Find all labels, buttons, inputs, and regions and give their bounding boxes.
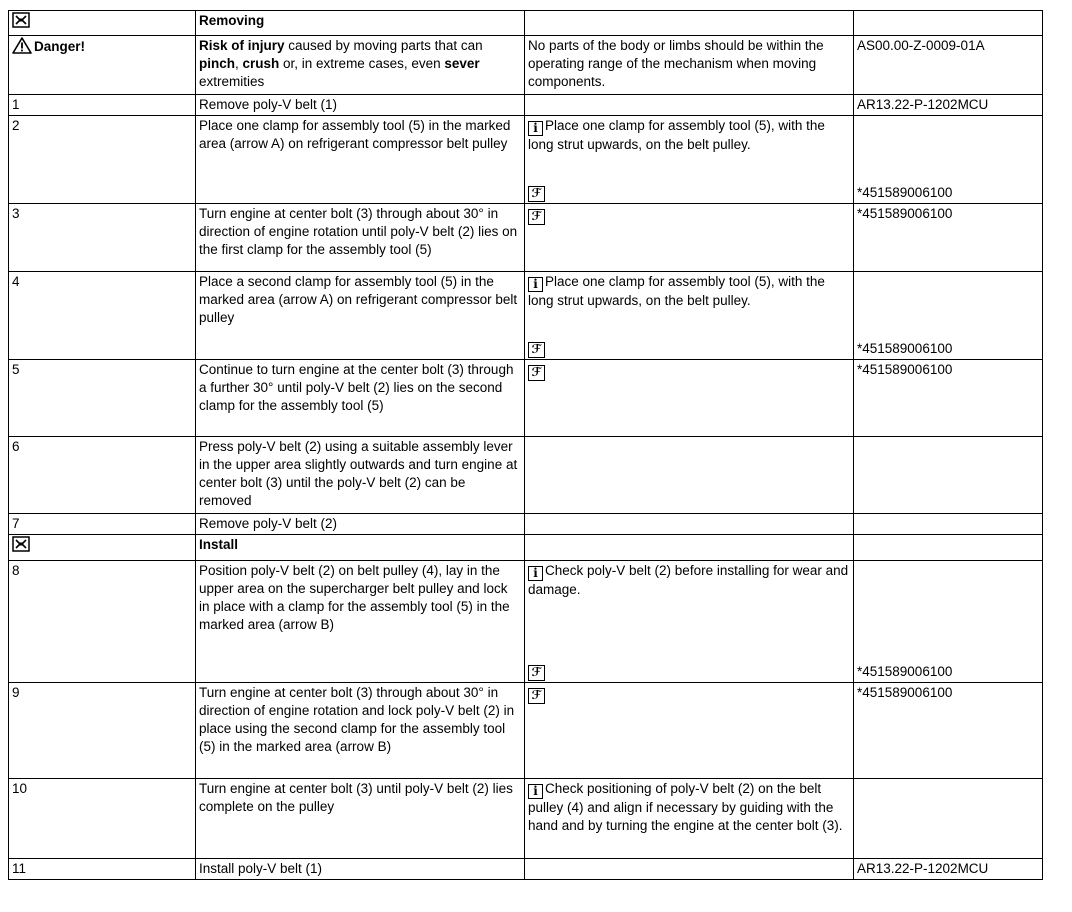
special-tool-icon: ℱ xyxy=(528,688,545,704)
table-row xyxy=(9,683,1043,779)
table-row xyxy=(9,95,1043,116)
step-text: Place a second clamp for assembly tool (5) in the marked area (arrow A) on refrigerant compressor belt pulley xyxy=(196,272,525,360)
step-text: Place one clamp for assembly tool (5) in the marked area (arrow A) on refrigerant compressor belt pulley xyxy=(196,116,525,204)
step-text: Press poly-V belt (2) using a suitable assembly lever in the upper area slightly outwards and turn engine at center bolt (3) until the poly-V belt (2) can be removed xyxy=(196,437,525,514)
step-text: Install poly-V belt (1) xyxy=(196,859,525,880)
step-note: Place one clamp for assembly tool (5), with the long strut upwards, on the belt pulley. xyxy=(528,274,825,308)
step-number: 4 xyxy=(9,272,196,360)
procedure-table xyxy=(8,10,1043,880)
step-ref: AR13.22-P-1202MCU xyxy=(854,95,1043,116)
table-row xyxy=(9,437,1043,514)
step-number: 3 xyxy=(9,204,196,272)
warning-triangle-icon xyxy=(12,37,32,54)
info-icon: i xyxy=(528,784,543,799)
info-icon: i xyxy=(528,277,543,292)
step-text: Turn engine at center bolt (3) through about 30° in direction of engine rotation and lock poly-V belt (2) in place using the second clamp for the assembly tool (5) in the marked area (arrow B) xyxy=(196,683,525,779)
special-tool-icon: ℱ xyxy=(528,365,545,381)
step-note: Check positioning of poly-V belt (2) on the belt pulley (4) and align if necessary by guiding with the hand and by turning the engine at the center bolt (3). xyxy=(528,781,843,833)
tool-number: *451589006100 xyxy=(857,185,953,200)
step-text: Turn engine at center bolt (3) through about 30° in direction of engine rotation until poly-V belt (2) lies on the first clamp for the assembly tool (5) xyxy=(196,204,525,272)
step-text: Continue to turn engine at the center bolt (3) through a further 30° until poly-V belt (2) lies on the second clamp for the assembly tool (5) xyxy=(196,360,525,437)
special-tool-icon: ℱ xyxy=(528,665,545,681)
table-row xyxy=(9,859,1043,880)
step-number: 10 xyxy=(9,779,196,859)
table-row xyxy=(9,561,1043,683)
step-text: Position poly-V belt (2) on belt pulley (4), lay in the upper area on the supercharger belt pulley and lock in place with a clamp for the assembly tool (5) in the marked area (arrow B) xyxy=(196,561,525,683)
tool-number: *451589006100 xyxy=(854,360,1043,437)
info-icon: i xyxy=(528,121,543,136)
table-row xyxy=(9,272,1043,360)
tool-number: *451589006100 xyxy=(857,341,953,356)
step-number: 6 xyxy=(9,437,196,514)
tool-number: *451589006100 xyxy=(857,664,953,679)
step-text: Turn engine at center bolt (3) until poly-V belt (2) lies complete on the pulley xyxy=(196,779,525,859)
step-number: 1 xyxy=(9,95,196,116)
tool-number: *451589006100 xyxy=(854,204,1043,272)
step-number: 7 xyxy=(9,514,196,535)
danger-risk: Risk of injury caused by moving parts that can pinch, crush or, in extreme cases, even sever extremities xyxy=(196,36,525,95)
table-row xyxy=(9,514,1043,535)
special-tool-icon: ℱ xyxy=(528,186,545,202)
step-number: 5 xyxy=(9,360,196,437)
step-text: Remove poly-V belt (1) xyxy=(196,95,525,116)
section-title-removing: Removing xyxy=(196,11,525,36)
step-note: Place one clamp for assembly tool (5), with the long strut upwards, on the belt pulley. xyxy=(528,118,825,152)
step-number: 2 xyxy=(9,116,196,204)
step-ref: AR13.22-P-1202MCU xyxy=(854,859,1043,880)
table-row xyxy=(9,116,1043,204)
danger-row xyxy=(9,36,1043,95)
section-row-removing xyxy=(9,11,1043,36)
danger-measure: No parts of the body or limbs should be within the operating range of the mechanism when moving components. xyxy=(525,36,854,95)
step-text: Remove poly-V belt (2) xyxy=(196,514,525,535)
danger-ref: AS00.00-Z-0009-01A xyxy=(854,36,1043,95)
exploded-parts-icon xyxy=(12,12,30,28)
exploded-parts-icon xyxy=(12,536,30,552)
step-note: Check poly-V belt (2) before installing for wear and damage. xyxy=(528,563,849,597)
step-number: 11 xyxy=(9,859,196,880)
tool-number: *451589006100 xyxy=(854,683,1043,779)
info-icon: i xyxy=(528,566,543,581)
special-tool-icon: ℱ xyxy=(528,342,545,358)
step-number: 8 xyxy=(9,561,196,683)
table-row xyxy=(9,779,1043,859)
table-row xyxy=(9,204,1043,272)
section-row-install xyxy=(9,535,1043,561)
step-number: 9 xyxy=(9,683,196,779)
section-title-install: Install xyxy=(196,535,525,561)
special-tool-icon: ℱ xyxy=(528,209,545,225)
table-row xyxy=(9,360,1043,437)
danger-label: Danger! xyxy=(34,39,86,54)
